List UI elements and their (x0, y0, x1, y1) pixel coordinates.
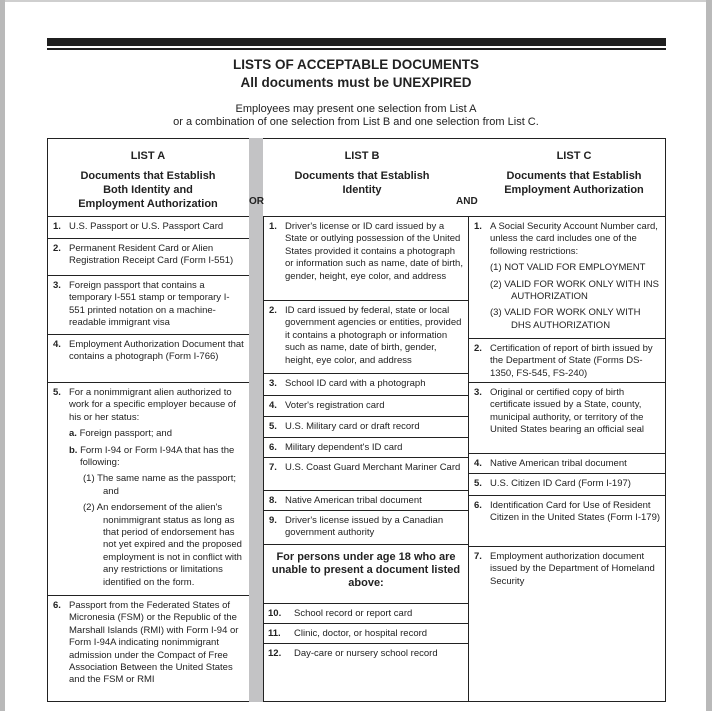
list-a-heading-line: Both Identity and (103, 184, 193, 196)
list-c-item (468, 495, 666, 547)
item-text: Driver's license or ID card issued by a State or outlying possession of the United States provided it contains a photograph or information such as name, date of birth, gender, height, eye color, and address (285, 221, 463, 282)
and-label: AND (456, 196, 478, 207)
item-text: Passport from the Federated States of Micronesia (FSM) or the Republic of the Marshall Islands (RMI) with Form I-94 or Form I-94A indicating nonimmigrant admission under the Compact of Free Association Between the United States and the FSM or RMI (69, 600, 239, 686)
item-text: School ID card with a photograph (285, 378, 426, 389)
list-a-heading-line: Employment Authorization (78, 198, 218, 210)
list-c-item (468, 473, 666, 495)
item-text: Employment authorization document issued by the Department of Homeland Security (490, 551, 655, 587)
list-b-item (263, 490, 468, 510)
item-number: 7. (269, 462, 277, 473)
list-b-item (263, 510, 468, 544)
item-number: 2. (269, 305, 277, 316)
list-b-under18-item (263, 623, 468, 643)
or-label: OR (249, 196, 264, 207)
item-number: 5. (269, 421, 277, 432)
item-text: Certification of report of birth issued by the Department of State (Forms DS-1350, FS-545, FS-240) (490, 343, 653, 379)
list-b-item (263, 437, 468, 457)
sub-item-text: Foreign passport; and (79, 428, 172, 440)
item-number: 2. (53, 243, 61, 254)
restriction-text: NOT VALID FOR EMPLOYMENT (504, 262, 646, 274)
list-b-item (263, 395, 468, 416)
list-b-under18-item (263, 643, 468, 702)
sub-item-text: Form I-94 or Form I-94A that has the following: (80, 444, 235, 469)
item-text: Day-care or nursery school record (294, 648, 438, 659)
list-a-item (48, 238, 249, 276)
restriction-item (490, 262, 662, 274)
item-text: U.S. Military card or draft record (285, 421, 420, 432)
item-number: 3. (474, 387, 482, 398)
list-a-item (48, 275, 249, 335)
or-divider (249, 138, 263, 702)
item-text: Original or certified copy of birth certificate issued by a State, county, municipal authority, or territory of the United States bearing an official seal (490, 387, 645, 436)
sub-sub-item (83, 502, 245, 589)
list-b-header (263, 149, 461, 197)
list-b-heading-line: Identity (342, 184, 382, 196)
header-rule-thin (47, 48, 666, 50)
item-number: 6. (474, 500, 482, 511)
sub-sub-item (83, 473, 245, 498)
item-number: 10. (268, 608, 282, 619)
list-c-item (468, 382, 666, 453)
item-number: 6. (53, 600, 61, 611)
list-b-heading-line: Documents that Establish (294, 170, 430, 182)
header-rule-thick (47, 38, 666, 46)
list-b-item (263, 416, 468, 437)
list-b-item (263, 216, 468, 301)
list-c-header (478, 149, 670, 197)
item-number: 12. (268, 648, 282, 659)
item-text: U.S. Coast Guard Merchant Mariner Card (285, 462, 461, 473)
item-text: Driver's license issued by a Canadian government authority (285, 515, 444, 539)
item-number: 8. (269, 495, 277, 506)
under-18-heading: For persons under age 18 who are unable to present a document listed above: (263, 544, 468, 603)
item-number: 4. (269, 400, 277, 411)
restriction-item (490, 307, 662, 332)
restriction-item (490, 279, 662, 304)
list-b-label: LIST B (344, 150, 380, 162)
item-text: Foreign passport that contains a temporary I-551 stamp or temporary I-551 printed notation on a machine-readable immigrant visa (69, 280, 230, 329)
item-number: 4. (53, 339, 61, 350)
item-number: 3. (53, 280, 61, 291)
item-text: U.S. Passport or U.S. Passport Card (69, 221, 224, 232)
list-a-item (48, 595, 249, 702)
restriction-label: (1) (490, 262, 502, 274)
item-number: 1. (269, 221, 277, 232)
sub-sub-item-text: An endorsement of the alien's nonimmigrant status as long as that period of endorsement has not yet expired and the proposed employment is not in conflict with any restrictions or limitations identified on the form. (96, 502, 242, 588)
list-a-label: LIST A (130, 150, 166, 162)
window-top-edge (0, 0, 712, 2)
sub-item-label: a. (69, 428, 77, 440)
restriction-label: (3) (490, 307, 502, 319)
intro-line-1: Employees may present one selection from List A (235, 103, 477, 115)
list-c-heading-line: Employment Authorization (504, 184, 644, 196)
item-number: 3. (269, 378, 277, 389)
item-text: Voter's registration card (285, 400, 385, 411)
item-number: 1. (474, 221, 482, 232)
restriction-text: VALID FOR WORK ONLY WITH DHS AUTHORIZATION (504, 307, 641, 331)
item-number: 5. (474, 478, 482, 489)
intro-line-2: or a combination of one selection from List B and one selection from List C. (173, 116, 539, 128)
item-number: 1. (53, 221, 61, 232)
list-a-item (48, 334, 249, 382)
sub-item-label: b. (69, 444, 78, 456)
page-title: LISTS OF ACCEPTABLE DOCUMENTS (233, 57, 479, 72)
sub-sub-item-label: (1) (83, 473, 95, 485)
item-text: For a nonimmigrant alien authorized to work for a specific employer because of his or her status: (69, 387, 236, 423)
list-a-item (48, 382, 249, 595)
item-text: Clinic, doctor, or hospital record (294, 628, 428, 639)
list-b-item (263, 300, 468, 373)
sub-item (69, 428, 245, 440)
item-text: School record or report card (294, 608, 413, 619)
restriction-text: VALID FOR WORK ONLY WITH INS AUTHORIZATION (504, 278, 659, 303)
item-text: A Social Security Account Number card, unless the card includes one of the following restrictions: (490, 221, 658, 257)
list-b-item (263, 457, 468, 490)
restriction-label: (2) (490, 278, 502, 290)
page-subtitle: All documents must be UNEXPIRED (240, 75, 472, 90)
list-b-under18-item (263, 603, 468, 623)
list-c-item (468, 216, 666, 338)
list-c-item (468, 546, 666, 702)
list-c-item (468, 338, 666, 382)
item-text: Native American tribal document (285, 495, 422, 506)
item-number: 4. (474, 458, 482, 469)
item-text: Native American tribal document (490, 458, 627, 469)
item-text: Permanent Resident Card or Alien Registration Receipt Card (Form I-551) (69, 243, 234, 267)
item-number: 2. (474, 343, 482, 354)
list-a-header (48, 149, 248, 211)
list-c-heading-line: Documents that Establish (506, 170, 642, 182)
list-c-item (468, 453, 666, 473)
item-text: ID card issued by federal, state or local government agencies or entities, provided it contains a photograph or information such as name, date of birth, gender, height, eye color, and address (285, 305, 462, 366)
item-number: 6. (269, 442, 277, 453)
item-text: Identification Card for Use of Resident Citizen in the United States (Form I-179) (490, 500, 661, 524)
item-text: U.S. Citizen ID Card (Form I-197) (490, 478, 631, 489)
list-a-heading-line: Documents that Establish (80, 170, 216, 182)
list-c-label: LIST C (556, 150, 592, 162)
item-text: Employment Authorization Document that contains a photograph (Form I-766) (69, 339, 244, 363)
sub-sub-item-text: The same name as the passport; and (97, 473, 236, 497)
sub-item (69, 445, 245, 470)
item-number: 9. (269, 515, 277, 526)
item-number: 7. (474, 551, 482, 562)
list-b-item (263, 373, 468, 395)
list-a-item (48, 216, 249, 238)
item-number: 11. (268, 628, 281, 639)
sub-sub-item-label: (2) (83, 502, 95, 514)
item-number: 5. (53, 387, 61, 398)
item-text: Military dependent's ID card (285, 442, 403, 453)
